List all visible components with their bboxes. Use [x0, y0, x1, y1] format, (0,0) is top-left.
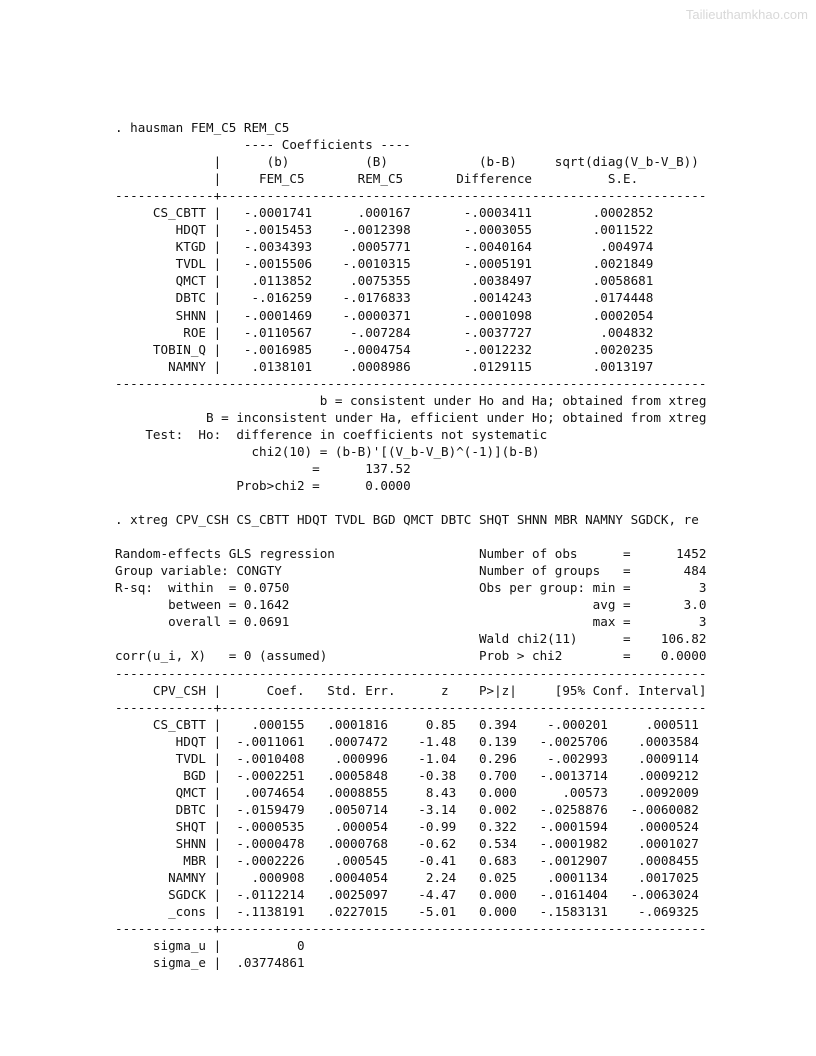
output-line: -------------+---------------------------------------------------------------- [115, 699, 707, 715]
output-line: HDQT | -.0015453 -.0012398 -.0003055 .0011522 [115, 222, 654, 238]
output-line: overall = 0.0691 max = 3 [115, 614, 707, 630]
output-line: between = 0.1642 avg = 3.0 [115, 597, 707, 613]
output-line: MBR | -.0002226 .000545 -0.41 0.683 -.0012907 .0008455 [115, 853, 699, 869]
output-line: CPV_CSH | Coef. Std. Err. z P>|z| [95% Conf. Interval] [115, 682, 707, 698]
output-line: chi2(10) = (b-B)'[(V_b-V_B)^(-1)](b-B) [115, 443, 540, 459]
output-line: corr(u_i, X) = 0 (assumed) Prob > chi2 = 0.0000 [115, 648, 707, 664]
output-line: sigma_e | .03774861 [115, 955, 305, 971]
output-line: . xtreg CPV_CSH CS_CBTT HDQT TVDL BGD QMCT DBTC SHQT SHNN MBR NAMNY SGDCK, re [115, 512, 699, 528]
output-line: ------------------------------------------------------------------------------ [115, 375, 707, 391]
output-line: ---- Coefficients ---- [115, 137, 411, 153]
output-line: SHNN | -.0001469 -.0000371 -.0001098 .0002054 [115, 307, 654, 323]
output-line: KTGD | -.0034393 .0005771 -.0040164 .004974 [115, 239, 654, 255]
output-line: SHQT | -.0000535 .000054 -0.99 0.322 -.0001594 .0000524 [115, 818, 699, 834]
output-line: Test: Ho: difference in coefficients not systematic [115, 426, 548, 442]
output-line: ------------------------------------------------------------------------------ [115, 665, 707, 681]
output-line: Wald chi2(11) = 106.82 [115, 631, 707, 647]
output-line: SGDCK | -.0112214 .0025097 -4.47 0.000 -.0161404 -.0063024 [115, 887, 699, 903]
output-line: QMCT | .0113852 .0075355 .0038497 .0058681 [115, 273, 654, 289]
output-line [115, 494, 755, 511]
output-line: TVDL | -.0010408 .000996 -1.04 0.296 -.002993 .0009114 [115, 750, 699, 766]
output-line: DBTC | -.016259 -.0176833 .0014243 .0174448 [115, 290, 654, 306]
output-line: _cons | -.1138191 .0227015 -5.01 0.000 -.1583131 -.069325 [115, 904, 699, 920]
output-line: NAMNY | .0138101 .0008986 .0129115 .0013197 [115, 358, 654, 374]
output-line: = 137.52 [115, 460, 411, 476]
output-line: CS_CBTT | .000155 .0001816 0.85 0.394 -.000201 .000511 [115, 716, 699, 732]
output-line: sigma_u | 0 [115, 938, 305, 954]
output-line: | (b) (B) (b-B) sqrt(diag(V_b-V_B)) [115, 154, 699, 170]
output-line: HDQT | -.0011061 .0007472 -1.48 0.139 -.0025706 .0003584 [115, 733, 699, 749]
output-line: CS_CBTT | -.0001741 .000167 -.0003411 .0002852 [115, 205, 654, 221]
output-line: | FEM_C5 REM_C5 Difference S.E. [115, 171, 639, 187]
output-line: Group variable: CONGTY Number of groups = 484 [115, 563, 707, 579]
output-line: SHNN | -.0000478 .0000768 -0.62 0.534 -.0001982 .0001027 [115, 835, 699, 851]
output-line: b = consistent under Ho and Ha; obtained from xtreg [115, 392, 707, 408]
watermark-text: Tailieuthamkhao.com [685, 7, 808, 22]
output-line: Prob>chi2 = 0.0000 [115, 477, 411, 493]
output-line: BGD | -.0002251 .0005848 -0.38 0.700 -.0013714 .0009212 [115, 767, 699, 783]
output-line: . hausman FEM_C5 REM_C5 [115, 120, 290, 135]
output-line: -------------+---------------------------------------------------------------- [115, 921, 707, 937]
output-line: QMCT | .0074654 .0008855 8.43 0.000 .00573 .0092009 [115, 784, 699, 800]
output-line: -------------+---------------------------------------------------------------- [115, 188, 707, 204]
output-line: TOBIN_Q | -.0016985 -.0004754 -.0012232 .0020235 [115, 341, 654, 357]
output-line: Random-effects GLS regression Number of obs = 1452 [115, 546, 707, 562]
output-line: ROE | -.0110567 -.007284 -.0037727 .004832 [115, 324, 654, 340]
output-line [115, 528, 755, 545]
output-line: NAMNY | .000908 .0004054 2.24 0.025 .0001134 .0017025 [115, 870, 699, 886]
output-line: B = inconsistent under Ha, efficient under Ho; obtained from xtreg [115, 409, 707, 425]
output-line: DBTC | -.0159479 .0050714 -3.14 0.002 -.0258876 -.0060082 [115, 801, 699, 817]
stata-output [115, 119, 755, 971]
output-line: TVDL | -.0015506 -.0010315 -.0005191 .0021849 [115, 256, 654, 272]
output-line: R-sq: within = 0.0750 Obs per group: min = 3 [115, 580, 707, 596]
